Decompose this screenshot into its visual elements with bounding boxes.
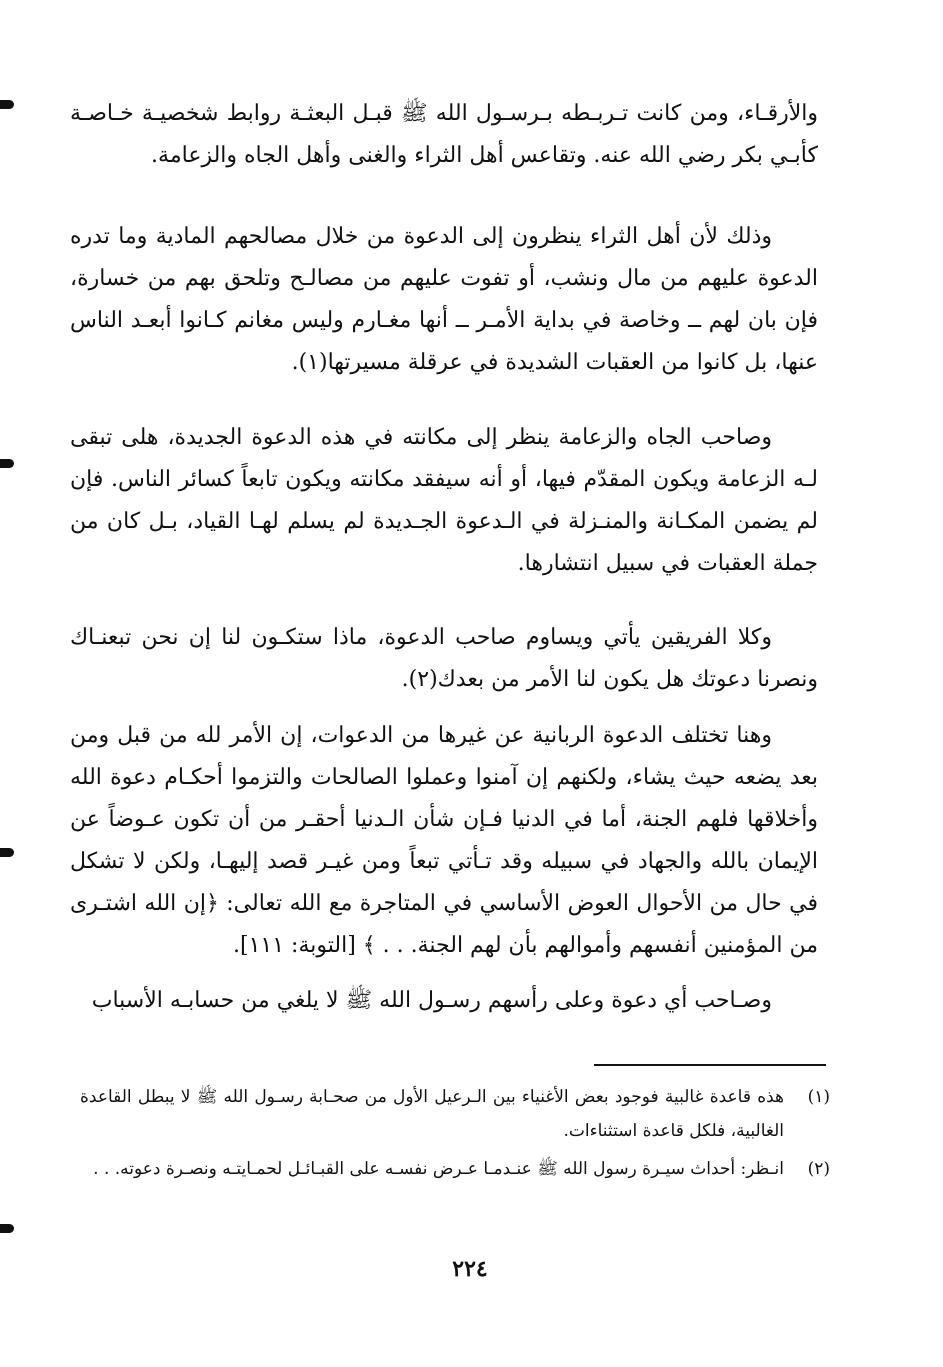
page-number: ٢٢٤ (452, 1256, 488, 1282)
footnote-text: انـظر: أحداث سيـرة رسول الله ﷺ عنـدمـا عـرض نفسـه على القبـائـل لحمـايتـه ونصـرة دعوته. . . (93, 1159, 784, 1179)
page-edge-mark (0, 459, 14, 468)
paragraph-text: وصاحب الجاه والزعامة ينظر إلى مكانته في هذه الدعوة الجديدة، هلى تبقى لـه الزعامة ويكون المقدّم فيها، أو أنه سيفقد مكانته ويكون تابعاً كسائر الناس. فإن لم يضمن المكـانة والمنـزلة في الـدعوة الجـديدة لم يسلم لهـا القياد، بـل كان من جملة العقبات في سبيل انتشارها. (70, 425, 818, 576)
footnote-number: (١) (807, 1087, 830, 1107)
paragraph-text: وذلك لأن أهل الثراء ينظرون إلى الدعوة من خلال مصالحهم المادية وما تدره الدعوة عليهم من مال ونشب، أو تفوت عليهم من مصالـح وتلحق بهم من خسارة، فإن بان لهم ــ وخاصة في بداية الأمـر ــ أنها مغـارم وليس مغانم كـانوا أبعـد الناس عنها، بل كانوا من العقبات الشديدة في عرقلة مسيرتها(١). (70, 224, 818, 375)
body-paragraph (70, 417, 818, 585)
paragraph-text: وهنا تختلف الدعوة الربانية عن غيرها من الدعوات، إن الأمر لله من قبل ومن بعد يضعه حيث يشاء، ولكنهم إن آمنوا وعملوا الصالحات والتزموا أحكـام دعوة الله وأخلاقها فلهم الجنة، أما في الدنيا فـإن شأن الـدنيا أحقـر من أن تكون عـوضاً عن الإيمان بالله والجهاد في سبيله وقد تـأتي تبعاً ومن غيـر قصد إليهـا، ولكن لا تشكل في حال من الأحوال العوض الأساسي في المتاجرة مع الله تعالى: ﴿إن الله اشتـرى من المؤمنين أنفسهم وأموالهم بأن لهم الجنة. . . ﴾ [التوبة: ١١١]. (70, 723, 818, 958)
body-paragraph-continued (70, 93, 818, 177)
page-edge-mark (0, 100, 14, 109)
body-paragraph (70, 216, 818, 384)
page-edge-mark (0, 1224, 14, 1233)
paragraph-text: والأرقـاء، ومن كانت تـربـطه بـرسـول الله ﷺ قبـل البعثـة روابط شخصيـة خـاصـة كأبـي بكر رضي الله عنه. وتقاعس أهل الثراء والغنى وأهل الجاه والزعامة. (70, 101, 818, 168)
footnote (80, 1152, 830, 1186)
paragraph-text: وكلا الفريقين يأتي ويساوم صاحب الدعوة، ماذا ستكـون لنا إن نحن تبعنـاك ونصرنا دعوتك هل يكون لنا الأمر من بعدك(٢). (70, 625, 818, 692)
footnote (80, 1080, 830, 1148)
body-paragraph (70, 617, 818, 701)
footnote-divider (594, 1064, 826, 1066)
body-paragraph (70, 715, 818, 967)
paragraph-text: وصـاحب أي دعوة وعلى رأسهم رسـول الله ﷺ لا يلغي من حسابـه الأسباب (91, 988, 772, 1013)
footnote-number: (٢) (807, 1159, 830, 1179)
page-edge-mark (0, 848, 14, 857)
body-paragraph (70, 980, 818, 1022)
footnote-text: هذه قاعدة غالبية فوجود بعض الأغنياء بين الـرعيل الأول من صحـابة رسـول الله ﷺ لا يبطل القاعدة الغالبية، فلكل قاعدة استثناءات. (80, 1087, 784, 1141)
